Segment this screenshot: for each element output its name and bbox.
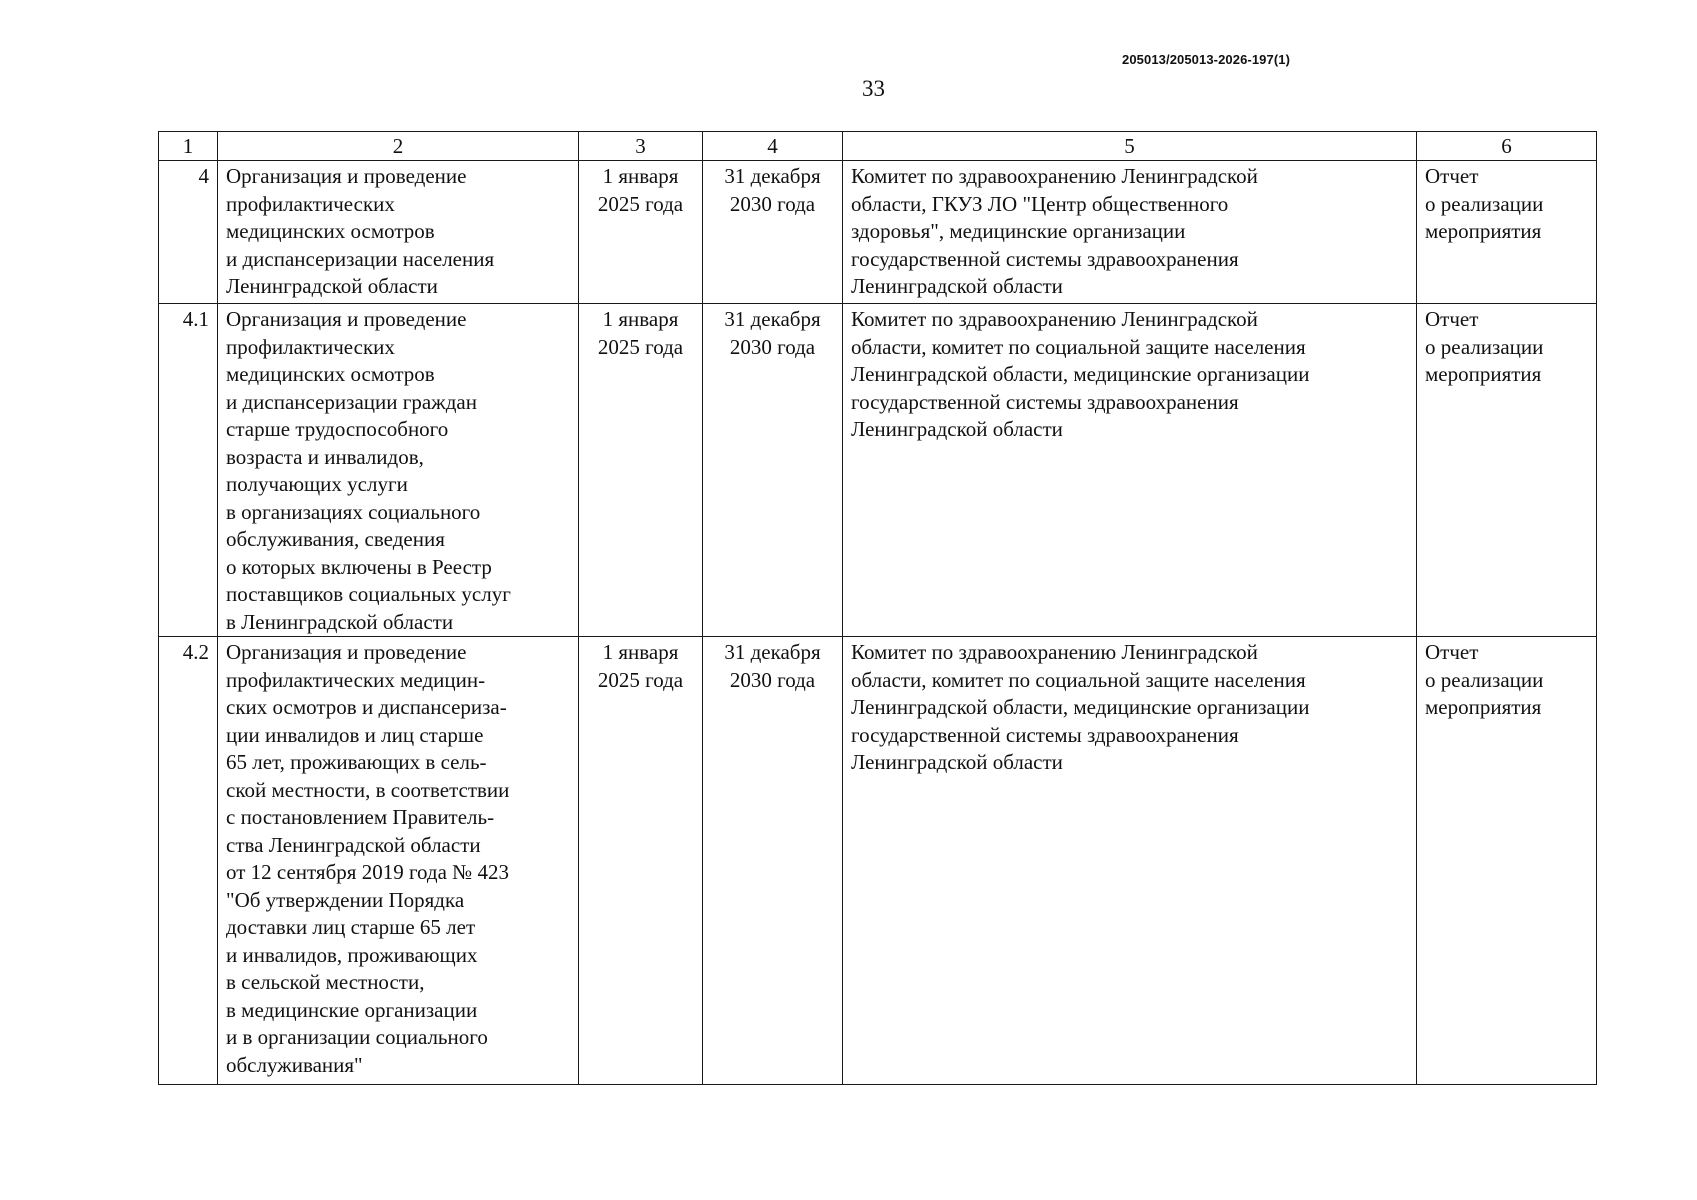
executors: Комитет по здравоохранению Ленинградской области, комитет по социальной защите населения Ленинградской области, медицинские организации государственной системы здравоохранения Ленинградской области <box>843 637 1417 1085</box>
start-date: 1 января 2025 года <box>579 637 703 1085</box>
end-date: 31 декабря 2030 года <box>703 304 843 637</box>
executors: Комитет по здравоохранению Ленинградской области, ГКУЗ ЛО "Центр общественного здоровья", медицинские организации государственной системы здравоохранения Ленинградской области <box>843 161 1417 304</box>
measure-name: Организация и проведение профилактических медицинских осмотров и диспансеризации населения Ленинградской области <box>218 161 579 304</box>
row-number: 4.2 <box>159 637 218 1085</box>
column-number: 5 <box>843 132 1417 161</box>
column-number: 4 <box>703 132 843 161</box>
measure-name: Организация и проведение профилактических медицин- ских осмотров и диспансериза- ции инвалидов и лиц старше 65 лет, проживающих в сель- ской местности, в соответствии с постановлением Правитель- ства Ленинградской области от 12 сентября 2019 года № 423 "Об утверждении Порядка доставки лиц старше 65 лет и инвалидов, проживающих в сельской местности, в медицинские организации и в организации социального обслуживания" <box>218 637 579 1085</box>
column-number: 6 <box>1417 132 1597 161</box>
measure-name: Организация и проведение профилактических медицинских осмотров и диспансеризации граждан старше трудоспособного возраста и инвалидов, получающих услуги в организациях социального обслуживания, сведения о которых включены в Реестр поставщиков социальных услуг в Ленинградской области <box>218 304 579 637</box>
row-number: 4 <box>159 161 218 304</box>
column-number: 3 <box>579 132 703 161</box>
executors: Комитет по здравоохранению Ленинградской области, комитет по социальной защите населения Ленинградской области, медицинские организации государственной системы здравоохранения Ленинградской области <box>843 304 1417 637</box>
document-code: 205013/205013-2026-197(1) <box>1122 52 1291 67</box>
table-row <box>159 637 1597 1085</box>
result: Отчет о реализации мероприятия <box>1417 637 1597 1085</box>
end-date: 31 декабря 2030 года <box>703 637 843 1085</box>
result: Отчет о реализации мероприятия <box>1417 161 1597 304</box>
page-number: 33 <box>862 76 885 101</box>
start-date: 1 января 2025 года <box>579 161 703 304</box>
column-number-row <box>159 132 1597 161</box>
result: Отчет о реализации мероприятия <box>1417 304 1597 637</box>
end-date: 31 декабря 2030 года <box>703 161 843 304</box>
column-number: 2 <box>218 132 579 161</box>
start-date: 1 января 2025 года <box>579 304 703 637</box>
row-number: 4.1 <box>159 304 218 637</box>
table-row <box>159 161 1597 304</box>
measures-table <box>158 131 1597 1085</box>
table-row <box>159 304 1597 637</box>
column-number: 1 <box>159 132 218 161</box>
